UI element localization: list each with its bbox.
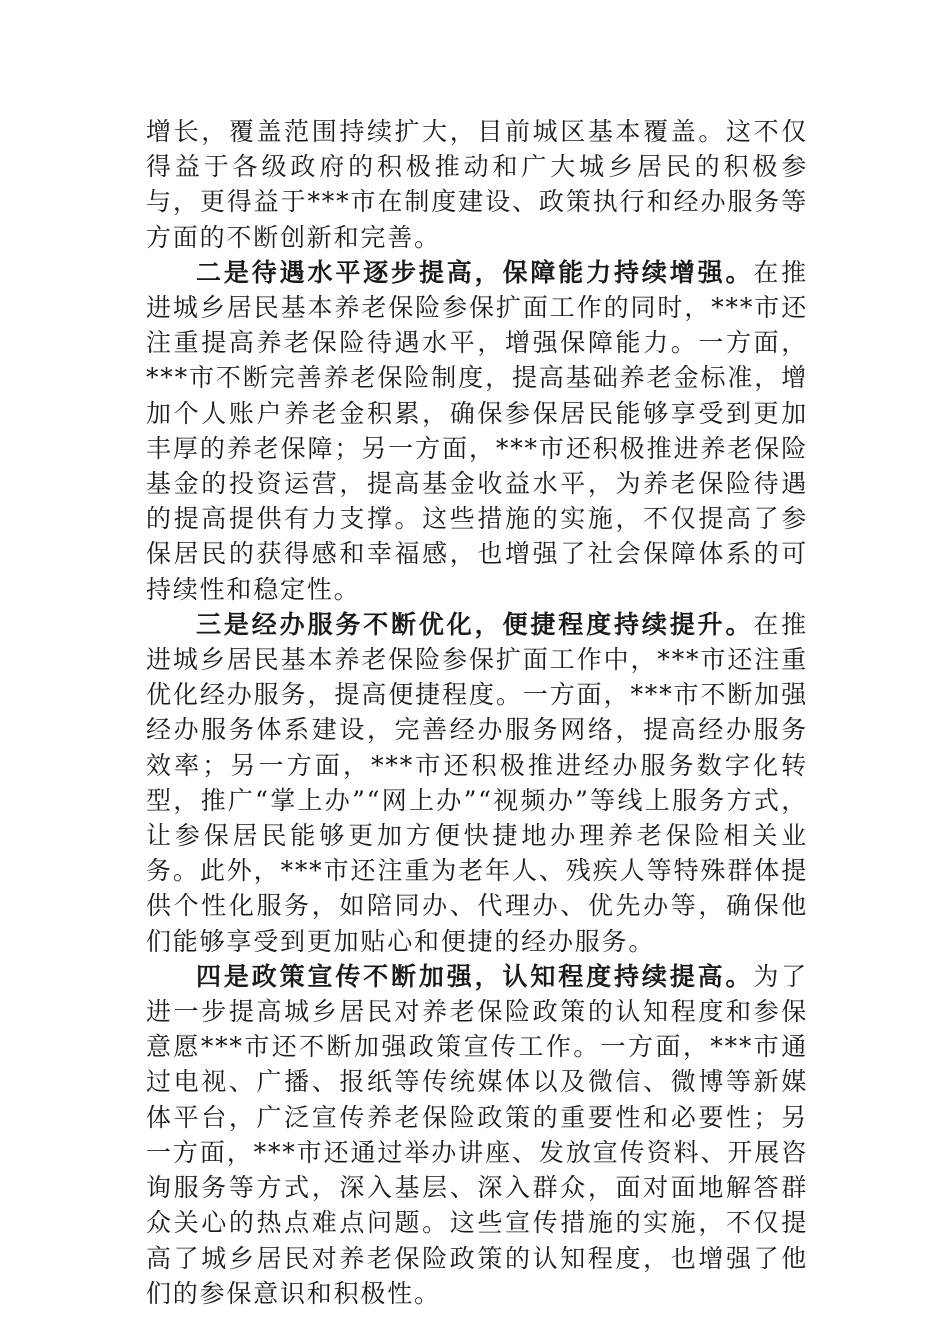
paragraph-continuation xyxy=(146,114,808,255)
paragraph-text: 为了进一步提高城乡居民对养老保险政策的认知程度和参保意愿***市还不断加强政策宣传工作。一方面，***市通过电视、广播、报纸等传统媒体以及微信、微博等新媒体平台，广泛宣传养老保险政策的重要性和必要性；另一方面，***市还通过举办讲座、发放宣传资料、开展咨询服务等方式，深入基层、深入群众，面对面地解答群众关心的热点难点问题。这些宣传措施的实施，不仅提高了城乡居民对养老保险政策的认知程度，也增强了他们的参保意识和积极性。 xyxy=(146,961,808,1308)
paragraph-policy-publicity xyxy=(146,959,808,1311)
paragraph-heading: 三是经办服务不断优化，便捷程度持续提升。 xyxy=(196,609,754,639)
paragraph-text: 在推进城乡居民基本养老保险参保扩面工作中，***市还注重优化经办服务，提高便捷程度。一方面，***市不断加强经办服务体系建设，完善经办服务网络，提高经办服务效率；另一方面，***市还积极推进经办服务数字化转型，推广“掌上办”“网上办”“视频办”等线上服务方式，让参保居民能够更加方便快捷地办理养老保险相关业务。此外，***市还注重为老年人、残疾人等特殊群体提供个性化服务，如陪同办、代理办、优先办等，确保他们能够享受到更加贴心和便捷的经办服务。 xyxy=(146,609,808,956)
paragraph-text: 增长，覆盖范围持续扩大，目前城区基本覆盖。这不仅得益于各级政府的积极推动和广大城乡居民的积极参与，更得益于***市在制度建设、政策执行和经办服务等方面的不断创新和完善。 xyxy=(146,117,808,252)
document-body xyxy=(146,114,808,1311)
paragraph-text: 在推进城乡居民基本养老保险参保扩面工作的同时，***市还注重提高养老保险待遇水平，增强保障能力。一方面，***市不断完善养老保险制度，提高基础养老金标准，增加个人账户养老金积累，确保参保居民能够享受到更加丰厚的养老保障；另一方面，***市还积极推进养老保险基金的投资运营，提高基金收益水平，为养老保险待遇的提高提供有力支撑。这些措施的实施，不仅提高了参保居民的获得感和幸福感，也增强了社会保障体系的可持续性和稳定性。 xyxy=(146,257,808,604)
paragraph-service-optimization xyxy=(146,607,808,959)
paragraph-treatment-level xyxy=(146,255,808,607)
paragraph-heading: 四是政策宣传不断加强，认知程度持续提高。 xyxy=(196,961,754,991)
paragraph-heading: 二是待遇水平逐步提高，保障能力持续增强。 xyxy=(196,257,754,287)
